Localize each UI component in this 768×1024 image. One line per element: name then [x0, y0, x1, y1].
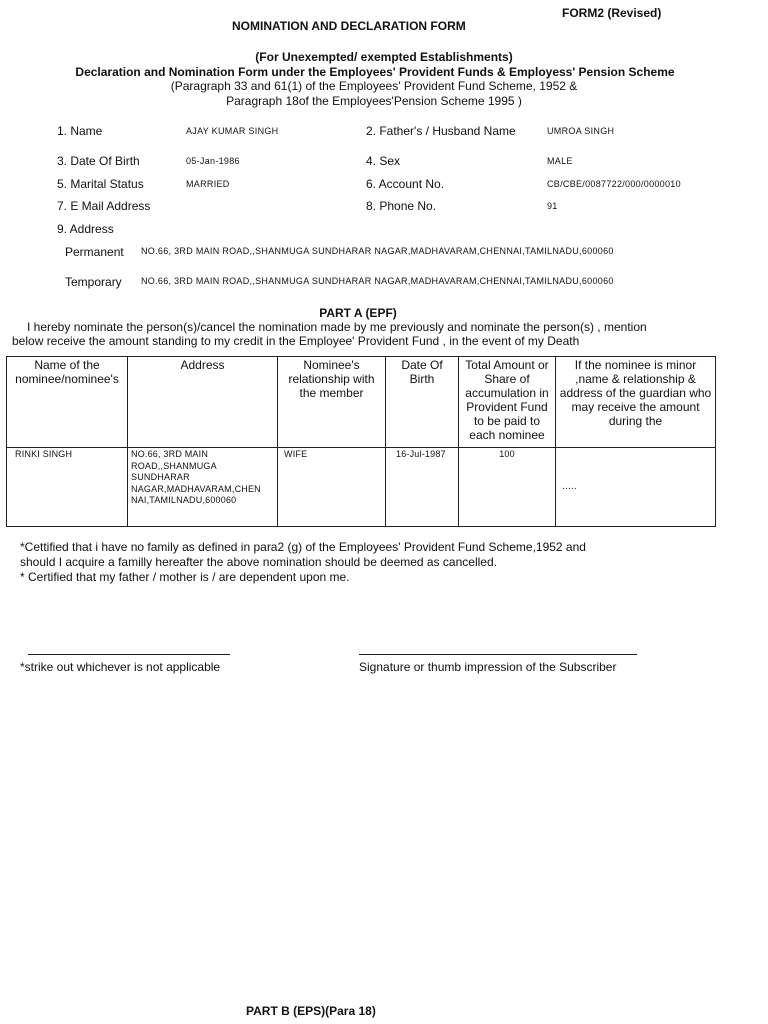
certification-line-2: should I acquire a familly hereafter the above nomination should be deemed as cancelled.	[20, 555, 497, 569]
name-label: 1. Name	[57, 124, 103, 138]
nominee-address-cell: NO.66, 3RD MAIN ROAD,,SHANMUGA SUNDHARAR NAGAR,MADHAVARAM,CHEN NAI,TAMILNADU,600060	[128, 448, 278, 527]
subscriber-signature-caption: Signature or thumb impression of the Subscriber	[359, 660, 617, 674]
part-b-title: PART B (EPS)(Para 18)	[246, 1004, 376, 1018]
account-number-value: CB/CBE/0087722/000/0000010	[547, 179, 681, 189]
column-header-relationship: Nominee's relationship with the member	[278, 357, 386, 448]
column-header-guardian: If the nominee is minor ,name & relationship & address of the guardian who may receive the amount during the	[556, 357, 716, 448]
form-number: FORM2 (Revised)	[562, 6, 662, 20]
part-a-title: PART A (EPF)	[319, 306, 397, 320]
certification-line-1: *Cettified that i have no family as defined in para2 (g) of the Employees' Provident Fund Scheme,1952 and	[20, 540, 586, 554]
sex-label: 4. Sex	[366, 154, 401, 168]
phone-label: 8. Phone No.	[366, 199, 437, 213]
temporary-address-value: NO.66, 3RD MAIN ROAD,,SHANMUGA SUNDHARAR NAGAR,MADHAVARAM,CHENNAI,TAMILNADU,600060	[141, 276, 614, 286]
column-header-date-of-birth: Date Of Birth	[386, 357, 459, 448]
column-header-address: Address	[128, 357, 278, 448]
father-husband-name-value: UMROA SINGH	[547, 126, 615, 136]
strike-out-note: *strike out whichever is not applicable	[20, 660, 221, 674]
nomination-table	[6, 356, 716, 527]
part-a-intro-line-2: below receive the amount standing to my credit in the Employee' Provident Fund , in the event of my Death	[12, 334, 580, 348]
email-label: 7. E Mail Address	[57, 199, 151, 213]
permanent-address-value: NO.66, 3RD MAIN ROAD,,SHANMUGA SUNDHARAR NAGAR,MADHAVARAM,CHENNAI,TAMILNADU,600060	[141, 246, 614, 256]
temporary-address-label: Temporary	[65, 275, 122, 289]
marital-status-label: 5. Marital Status	[57, 177, 144, 191]
subscriber-signature-line	[359, 654, 637, 655]
column-header-amount: Total Amount or Share of accumulation in Provident Fund to be paid to each nominee	[459, 357, 556, 448]
table-header-row	[7, 357, 716, 448]
name-value: AJAY KUMAR SINGH	[186, 126, 279, 136]
form-subtitle: (For Unexempted/ exempted Establishments)	[255, 50, 513, 64]
form-title: NOMINATION AND DECLARATION FORM	[232, 19, 466, 33]
table-row	[7, 448, 716, 527]
address-label: 9. Address	[57, 222, 114, 236]
marital-status-value: MARRIED	[186, 179, 230, 189]
column-header-nominee-name: Name of the nominee/nominee's	[7, 357, 128, 448]
certification-line-3: * Certified that my father / mother is / are dependent upon me.	[20, 570, 350, 584]
guardian-cell: .....	[556, 448, 716, 527]
left-signature-line	[28, 654, 230, 655]
nominee-dob-cell: 16-Jul-1987	[386, 448, 459, 527]
sex-value: MALE	[547, 156, 573, 166]
nominee-relationship-cell: WIFE	[278, 448, 386, 527]
nominee-amount-cell: 100	[459, 448, 556, 527]
father-husband-name-label: 2. Father's / Husband Name	[366, 124, 516, 138]
form-reference-line-1: (Paragraph 33 and 61(1) of the Employees' Provident Fund Scheme, 1952 &	[170, 79, 578, 93]
date-of-birth-label: 3. Date Of Birth	[57, 154, 140, 168]
account-number-label: 6. Account No.	[366, 177, 445, 191]
permanent-address-label: Permanent	[65, 245, 124, 259]
part-a-intro-line-1: I hereby nominate the person(s)/cancel the nomination made by me previously and nominate the person(s) , mention	[27, 320, 647, 334]
phone-value: 91	[547, 201, 558, 211]
form-scheme-heading: Declaration and Nomination Form under the Employees' Provident Funds & Employess' Pension Scheme	[75, 65, 675, 79]
nominee-name-cell: RINKI SINGH	[7, 448, 128, 527]
date-of-birth-value: 05-Jan-1986	[186, 156, 240, 166]
form-reference-line-2: Paragraph 18of the Employees'Pension Scheme 1995 )	[226, 94, 522, 108]
